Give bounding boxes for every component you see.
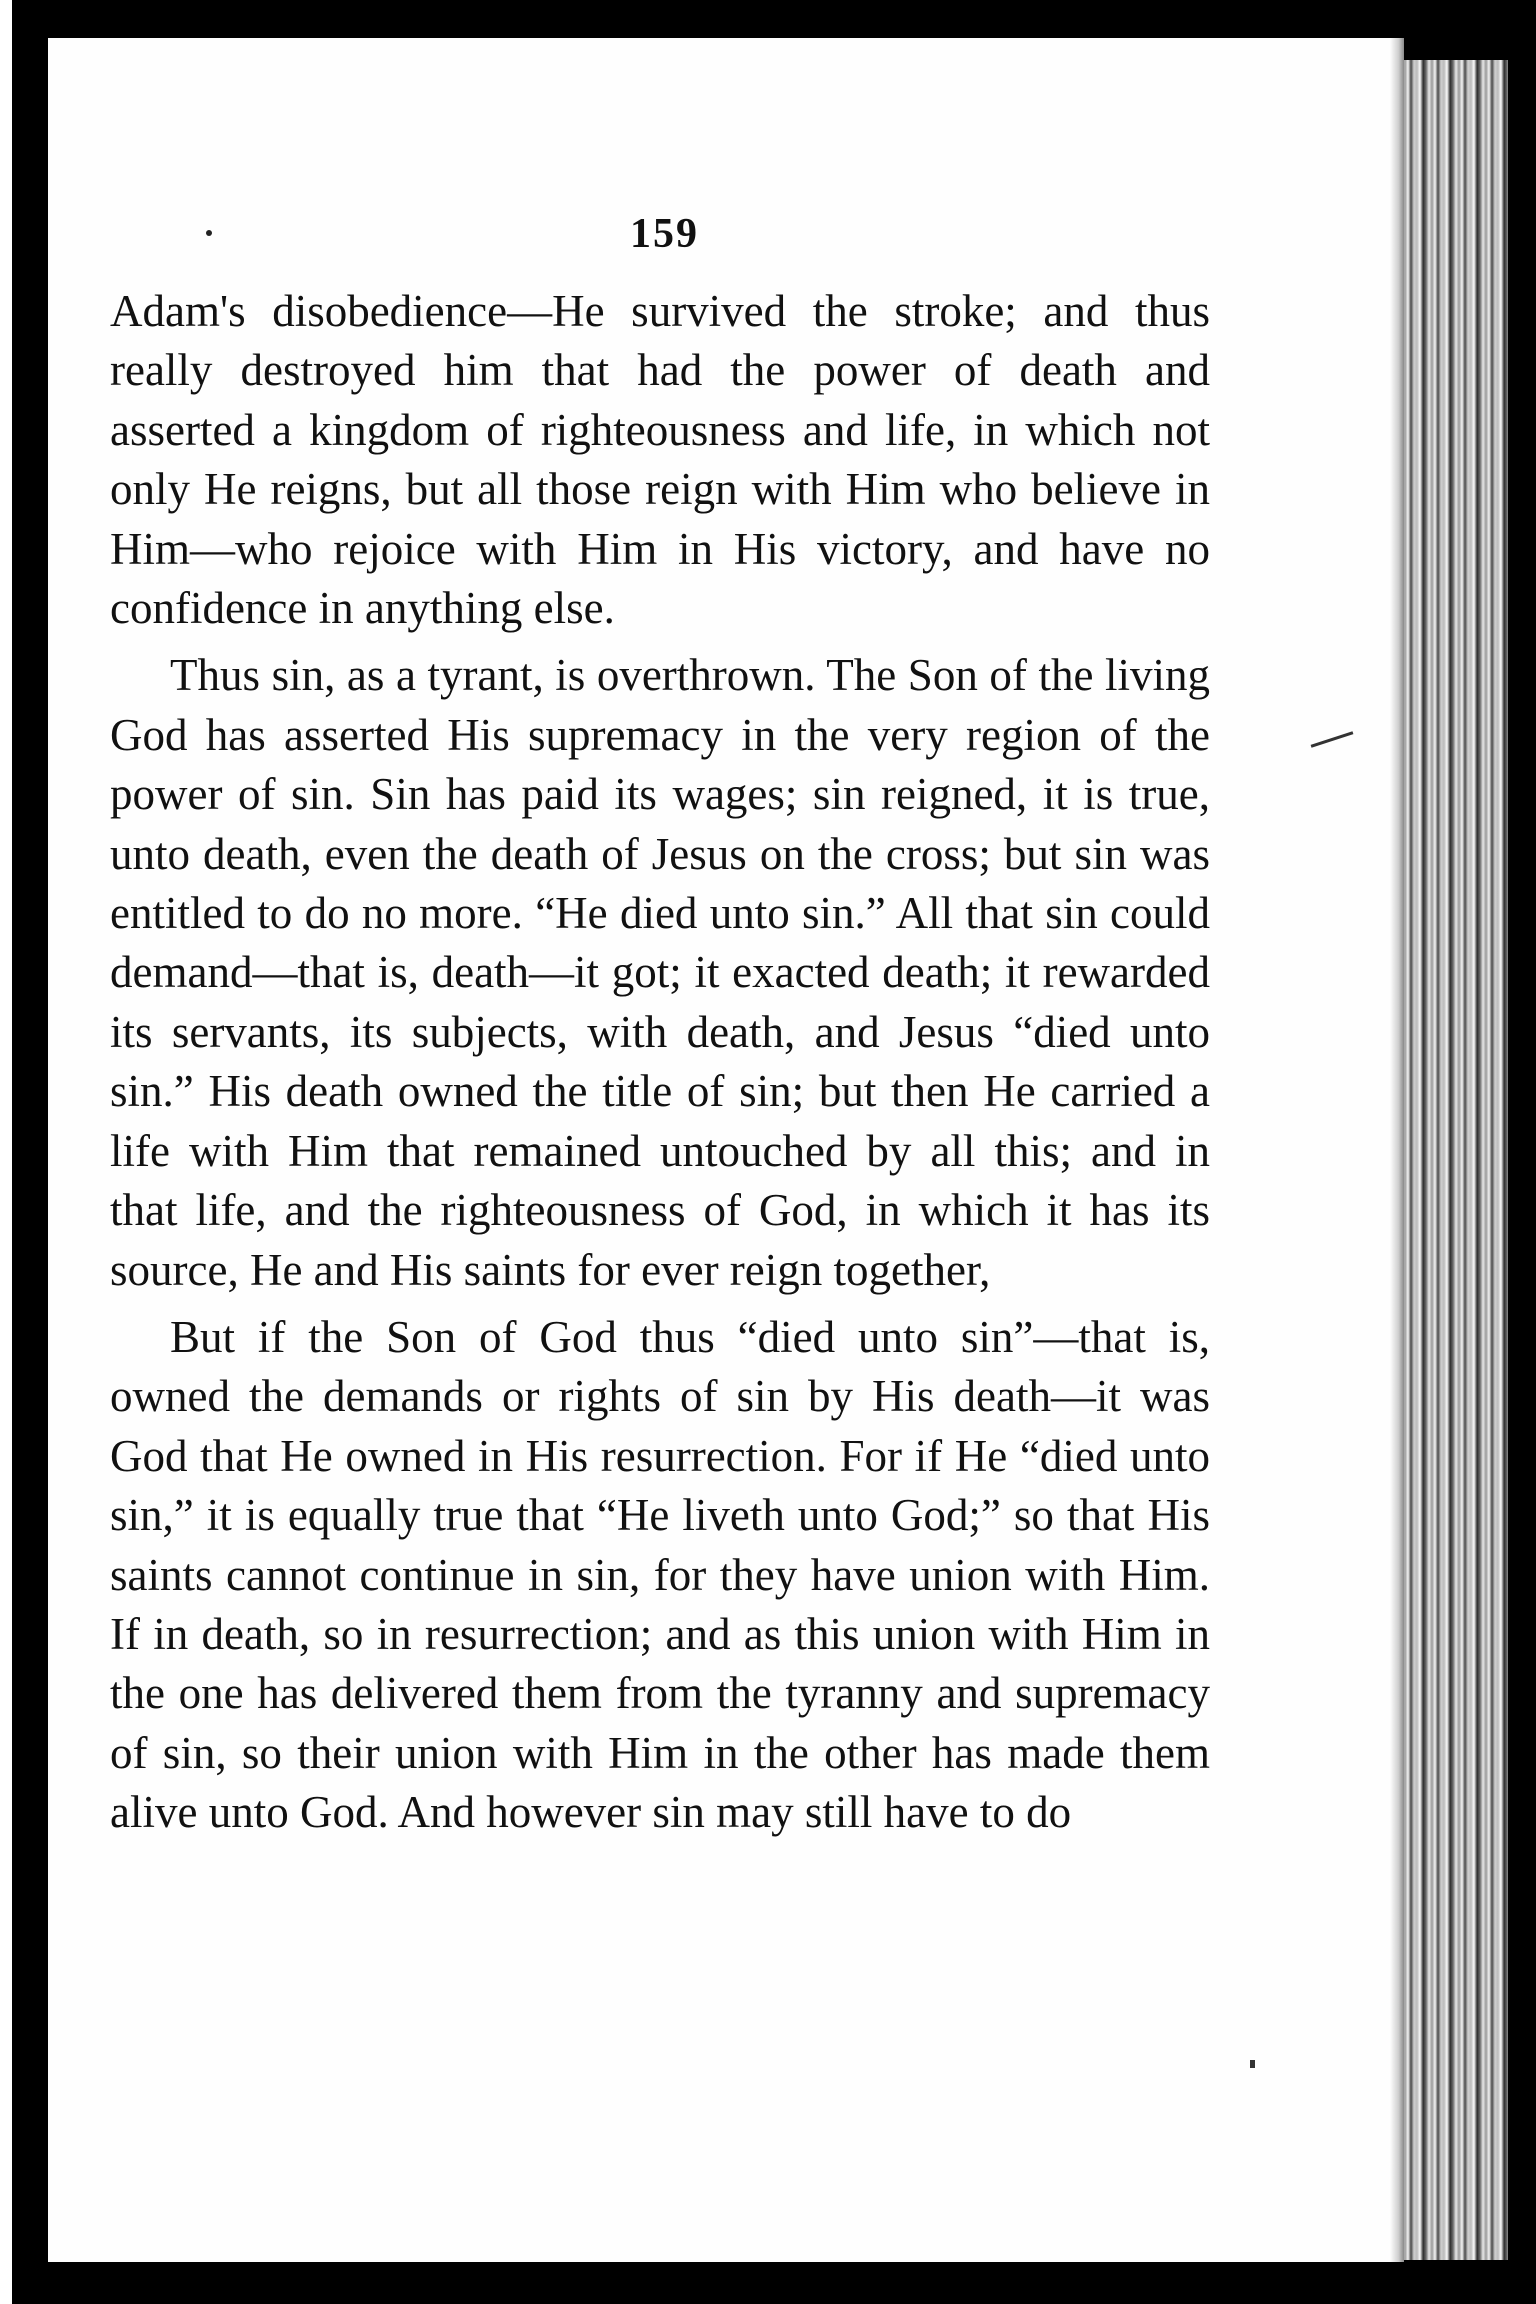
paragraph-2: Thus sin, as a tyrant, is overthrown. The Son of the living God has asserted His supremacy in the very region of the power of sin. Sin has paid its wages; sin reigned, it is true, unto death, even the death of Jesus on the cross; but sin was entitled to do no more. “He died unto sin.” All that sin could demand—that is, death—it got; it exacted death; it rewarded its servants, its subjects, with death, and Jesus “died unto sin.” His death owned the title of sin; but then He carried a life with Him that remained untouched by all this; and in that life, and the righteousness of God, in which it has its source, He and His saints for ever reign together, <box>110 650 1210 1295</box>
page-stack-edges <box>1396 60 1508 2260</box>
margin-ink-speck <box>1250 2060 1255 2068</box>
ink-dot <box>206 230 212 236</box>
body-text <box>110 282 1210 1851</box>
paragraph-3: But if the Son of God thus “died unto sin”—that is, owned the demands or rights of sin by His death—it was God that He owned in His resurrection. For if He “died unto sin,” it is equally true that “He liveth unto God;” so that His saints cannot continue in sin, for they have union with Him. If in death, so in resurrection; and as this union with Him in the one has delivered them from the tyranny and supremacy of sin, so their union with Him in the other has made them alive unto God. And however sin may still have to do <box>110 1311 1210 1838</box>
paragraph-1: Adam's disobedience—He survived the stroke; and thus really destroyed him that had the power of death and asserted a kingdom of righteousness and life, in which not only He reigns, but all those reign with Him who believe in Him—who rejoice with Him in His victory, and have no confidence in anything else. <box>110 286 1210 634</box>
page-edge-shadow <box>1390 38 1404 2262</box>
page-number: 159 <box>630 211 699 257</box>
facing-page-edge <box>0 0 12 2304</box>
